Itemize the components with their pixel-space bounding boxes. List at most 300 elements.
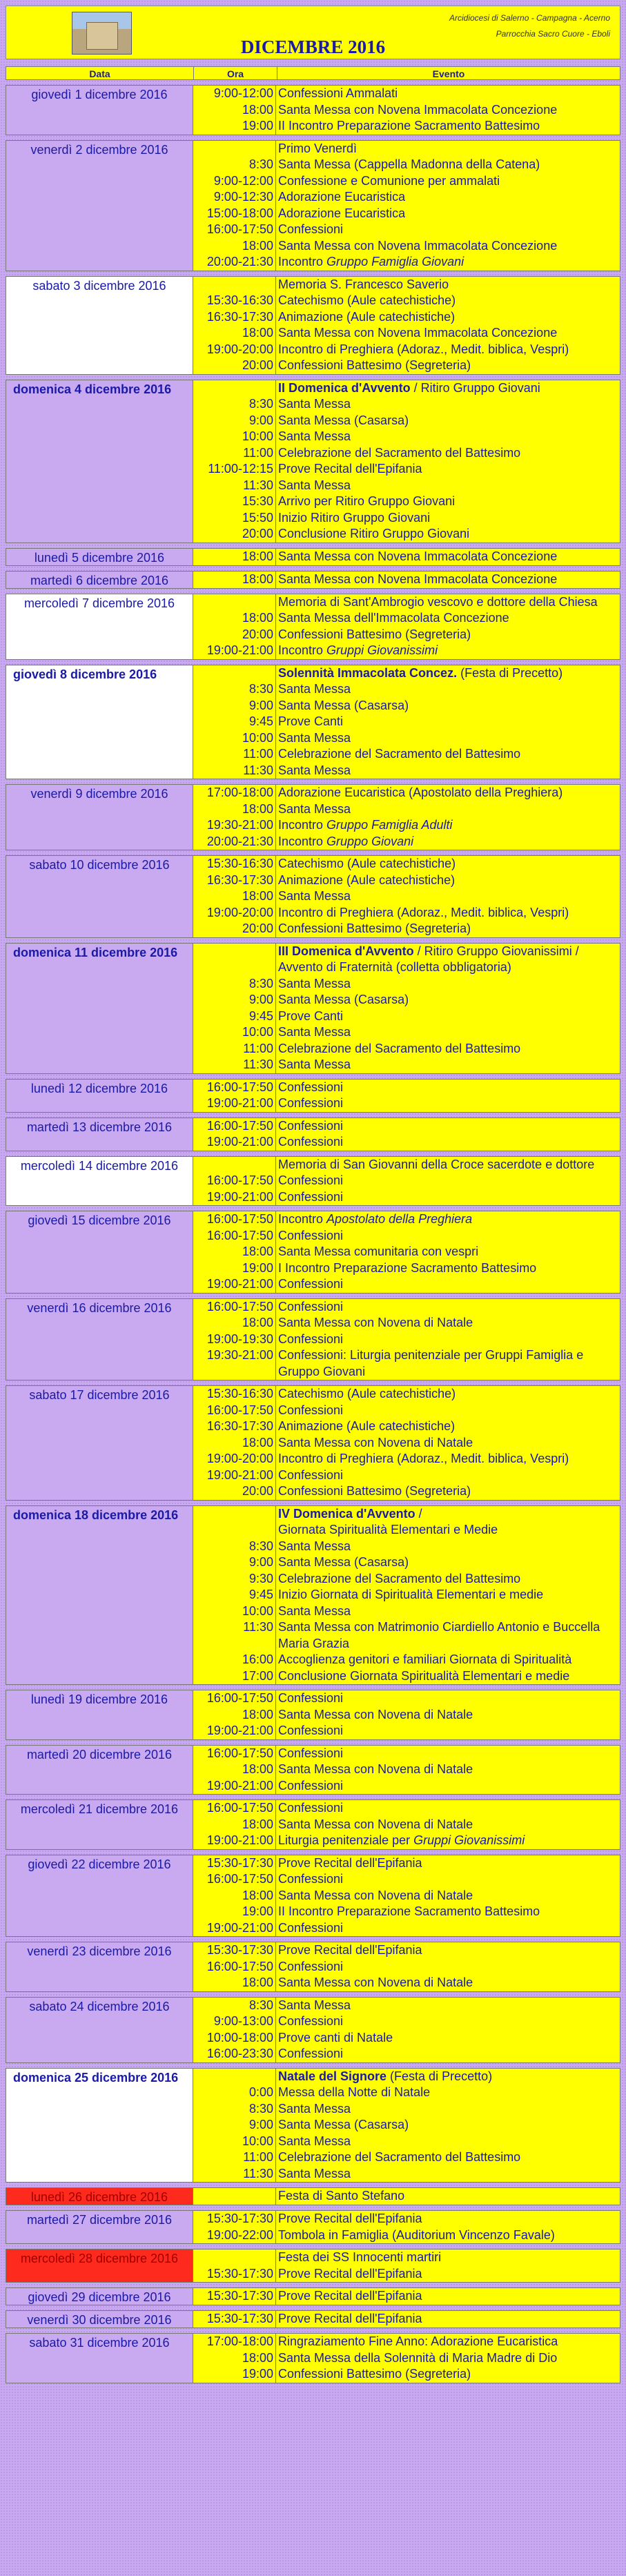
event-cell: Santa Messa (278, 976, 351, 991)
time-cell: 9:45 (248, 1588, 273, 1601)
time-cell: 18:00 (242, 1975, 273, 1989)
day-date: giovedì 8 dicembre 2016 (6, 665, 193, 779)
day-date: lunedì 12 dicembre 2016 (6, 1080, 193, 1112)
event-cell: Tombola in Famiglia (Auditorium Vincenzo Favale) (278, 2227, 555, 2242)
day-events (276, 2250, 620, 2282)
day-date: giovedì 22 dicembre 2016 (6, 1855, 193, 1937)
event-cell: Prove Canti (278, 1008, 344, 1023)
day-block (6, 85, 620, 135)
time-cell: 8:30 (248, 976, 273, 991)
event-cell: Santa Messa con Novena di Natale (278, 1435, 473, 1450)
day-block (6, 594, 620, 660)
time-cell: 19:00-19:30 (206, 1331, 273, 1346)
event-cell: Santa Messa con Novena di Natale (278, 1707, 473, 1721)
day-block (6, 1942, 620, 1992)
day-events (276, 1855, 620, 1937)
day-date: sabato 31 dicembre 2016 (6, 2334, 193, 2383)
time-cell: 16:00 (242, 1652, 273, 1666)
time-cell: 9:45 (248, 714, 273, 728)
time-cell: 18:00 (242, 889, 273, 903)
event-cell: Confessioni Battesimo (Segreteria) (278, 921, 471, 935)
event-cell: Confessioni (278, 1872, 344, 1886)
event-cell: Santa Messa con Novena Immacolata Concezione (278, 102, 558, 117)
event-cell: Santa Messa dell'Immacolata Concezione (278, 611, 509, 625)
day-date: lunedì 26 dicembre 2016 (6, 2188, 193, 2205)
column-header-time: Ora (194, 67, 277, 79)
day-date: martedì 27 dicembre 2016 (6, 2211, 193, 2243)
event-cell: Confessioni (278, 1096, 344, 1110)
day-times (193, 1746, 276, 1795)
event-cell: Santa Messa (278, 1998, 351, 2012)
time-cell: 19:00 (242, 1904, 273, 1918)
event-cell: Confessioni (278, 1228, 344, 1242)
day-title-rest: (Festa di Precetto) (457, 665, 563, 680)
day-date: mercoledì 21 dicembre 2016 (6, 1800, 193, 1849)
event-cell: Confessioni Battesimo (Segreteria) (278, 1484, 471, 1498)
event-cell: Santa Messa (278, 2166, 351, 2180)
day-events (276, 665, 620, 779)
day-date: lunedì 5 dicembre 2016 (6, 549, 193, 565)
time-cell: 8:30 (248, 157, 273, 171)
day-events (276, 1800, 620, 1849)
day-date: mercoledì 28 dicembre 2016 (6, 2250, 193, 2282)
day-block (6, 276, 620, 375)
day-block (6, 1079, 620, 1113)
day-title-rest: / Ritiro Gruppo Giovanissimi / Avvento di Fraternità (colletta obbligatoria) (278, 944, 579, 974)
time-cell: 17:00-18:00 (206, 2334, 273, 2348)
day-date: mercoledì 14 dicembre 2016 (6, 1157, 193, 1206)
day-events (276, 141, 620, 271)
event-cell: Santa Messa con Novena di Natale (278, 1975, 473, 1989)
event-cell: Santa Messa con Novena Immacolata Concezione (278, 326, 558, 340)
event-cell: Catechismo (Aule catechistiche) (278, 1387, 456, 1401)
event-cell: Incontro di Preghiera (Adoraz., Medit. biblica, Vespri) (278, 905, 569, 919)
day-block (6, 2068, 620, 2183)
day-date: venerdì 9 dicembre 2016 (6, 785, 193, 850)
time-cell (193, 1522, 273, 1539)
day-events (276, 2211, 620, 2243)
time-cell: 16:00-17:50 (206, 1691, 273, 1705)
event-cell: I Incontro Preparazione Sacramento Battesimo (278, 1260, 537, 1275)
day-events (276, 380, 620, 543)
day-block (6, 665, 620, 780)
event-cell: Messa della Notte di Natale (278, 2085, 431, 2099)
event-cell: Prove Recital dell'Epifania (278, 2312, 422, 2325)
table-header (6, 66, 620, 80)
time-cell (193, 665, 273, 682)
time-cell: 16:00-17:50 (206, 1801, 273, 1815)
event-cell: Animazione (Aule catechistiche) (278, 872, 456, 887)
time-cell: 11:00-12:15 (208, 462, 273, 476)
day-title (278, 2069, 620, 2085)
time-cell: 15:30-17:30 (206, 1943, 273, 1957)
day-date: giovedì 15 dicembre 2016 (6, 1211, 193, 1293)
time-cell: 19:00-21:00 (206, 1467, 273, 1482)
event-italic-part: Gruppo Famiglia Adulti (326, 818, 453, 832)
time-cell (193, 1506, 273, 1523)
day-events (276, 1690, 620, 1739)
day-events (276, 86, 620, 135)
time-cell: 15:30-16:30 (206, 1387, 273, 1401)
event-cell: Confessioni (278, 222, 344, 236)
time-cell: 11:30 (243, 1620, 273, 1634)
day-events (276, 572, 620, 588)
day-events (276, 1386, 620, 1500)
day-block (6, 1505, 620, 1686)
time-cell: 9:00-12:00 (213, 86, 273, 100)
day-events (276, 2311, 620, 2328)
event-cell: Prove Recital dell'Epifania (278, 1943, 422, 1957)
column-header-event: Evento (432, 68, 465, 79)
day-times (193, 665, 276, 779)
event-cell: Incontro Gruppi Giovanissimi (278, 643, 438, 657)
time-cell: 15:30-17:30 (206, 2212, 273, 2225)
day-block (6, 2287, 620, 2305)
time-cell: 11:30 (243, 2166, 273, 2180)
day-block (6, 1298, 620, 1381)
time-cell: 18:00 (242, 238, 273, 253)
month-title: DICEMBRE 2016 (240, 37, 386, 57)
day-block (6, 1799, 620, 1850)
time-cell: 19:00-21:00 (206, 1135, 273, 1149)
time-cell: 20:00 (242, 358, 273, 372)
day-events (276, 1506, 620, 1685)
time-cell: 16:00-17:50 (206, 1173, 273, 1187)
time-cell: 18:00 (242, 326, 273, 340)
event-cell: Celebrazione del Sacramento del Battesimo (278, 445, 521, 460)
day-block (6, 1118, 620, 1151)
day-date: venerdì 16 dicembre 2016 (6, 1299, 193, 1380)
day-date: martedì 13 dicembre 2016 (6, 1118, 193, 1151)
time-cell: 19:00 (242, 119, 273, 133)
event-italic-part: Gruppo Famiglia Giovani (326, 255, 464, 269)
time-cell: 18:00 (242, 1316, 273, 1329)
time-cell: 10:00 (242, 1025, 273, 1039)
time-cell (193, 380, 273, 397)
event-cell: Santa Messa con Novena di Natale (278, 1316, 473, 1329)
time-cell: 19:00-21:00 (206, 1778, 273, 1793)
time-cell: 9:30 (248, 1571, 273, 1585)
time-cell: 0:00 (248, 2085, 273, 2099)
event-cell: Animazione (Aule catechistiche) (278, 1419, 456, 1433)
day-title (278, 380, 620, 397)
event-cell: Santa Messa con Novena di Natale (278, 1762, 473, 1776)
event-cell: Celebrazione del Sacramento del Battesimo (278, 2150, 521, 2164)
time-cell: 10:00 (242, 429, 273, 443)
time-cell: 16:00-17:50 (206, 1403, 273, 1417)
day-date: sabato 3 dicembre 2016 (6, 277, 193, 374)
event-cell: Confessioni (278, 1746, 344, 1760)
day-date: giovedì 1 dicembre 2016 (6, 86, 193, 135)
day-block (6, 548, 620, 566)
event-italic-part: Gruppi Giovanissimi (326, 643, 438, 657)
time-cell: 20:00-21:30 (206, 255, 273, 269)
day-date: domenica 4 dicembre 2016 (6, 380, 193, 543)
time-cell: 15:30-17:30 (206, 2289, 273, 2303)
calendar-page (6, 0, 620, 2383)
day-times (193, 1080, 276, 1112)
day-times (193, 1386, 276, 1500)
event-cell: Santa Messa (Casarsa) (278, 698, 409, 712)
day-times (193, 944, 276, 1073)
day-block (6, 2187, 620, 2205)
day-times (193, 1299, 276, 1380)
time-cell (193, 141, 273, 157)
time-cell: 18:00 (242, 1762, 273, 1776)
time-cell (193, 2250, 273, 2266)
time-cell: 19:00-21:00 (206, 1096, 273, 1110)
day-times (193, 86, 276, 135)
column-header-date: Data (6, 67, 194, 79)
time-cell (193, 594, 273, 611)
day-events (276, 1746, 620, 1795)
event-cell: Santa Messa (278, 1539, 351, 1553)
event-cell: Santa Messa (278, 2101, 351, 2116)
time-cell: 16:30-17:30 (206, 1419, 273, 1433)
time-cell: 19:00-21:00 (206, 643, 273, 657)
time-cell: 9:00 (248, 993, 273, 1006)
time-cell: 15:50 (242, 510, 273, 525)
event-cell: Liturgia penitenziale per Gruppi Giovanissimi (278, 1833, 525, 1847)
time-cell: 16:00-17:50 (206, 1959, 273, 1973)
event-cell: Confessioni (278, 2047, 344, 2060)
event-cell: Festa dei SS Innocenti martiri (278, 2250, 442, 2264)
time-cell: 18:00 (242, 1435, 273, 1450)
day-events (276, 1998, 620, 2062)
time-cell: 19:00-20:00 (206, 1452, 273, 1465)
event-cell: Catechismo (Aule catechistiche) (278, 857, 456, 870)
day-title (278, 1506, 620, 1523)
event-cell: Santa Messa con Novena di Natale (278, 1888, 473, 1902)
event-cell: Incontro Apostolato della Preghiera (278, 1212, 473, 1226)
day-date: venerdì 2 dicembre 2016 (6, 141, 193, 271)
day-times (193, 1157, 276, 1206)
day-times (193, 2311, 276, 2328)
event-cell: Santa Messa (278, 889, 351, 903)
time-cell: 19:00-20:00 (206, 905, 273, 919)
event-cell: Incontro Gruppo Giovani (278, 834, 414, 848)
day-times (193, 2334, 276, 2383)
time-cell: 8:30 (248, 2101, 273, 2116)
time-cell: 16:00-17:50 (206, 222, 273, 236)
day-title-rest: (Festa di Precetto) (387, 2069, 493, 2083)
day-block (6, 855, 620, 938)
day-events (276, 1211, 620, 1293)
event-cell: Memoria di Sant'Ambrogio vescovo e dottore della Chiesa (278, 594, 598, 609)
time-cell: 19:00 (242, 1260, 273, 1275)
time-cell: 11:00 (243, 2150, 273, 2164)
day-date: sabato 17 dicembre 2016 (6, 1386, 193, 1500)
time-cell: 16:30-17:30 (206, 309, 273, 324)
event-cell: Confessioni (278, 1135, 344, 1149)
time-cell: 18:00 (242, 1888, 273, 1902)
event-cell: Memoria di San Giovanni della Croce sacerdote e dottore (278, 1157, 595, 1171)
day-times (193, 1506, 276, 1685)
event-cell: Santa Messa con Matrimonio Ciardiello Antonio e Buccella Maria Grazia (278, 1620, 600, 1650)
day-times (193, 2288, 276, 2305)
day-date: domenica 25 dicembre 2016 (6, 2069, 193, 2183)
event-cell: Confessioni (278, 1331, 344, 1346)
time-cell: 18:00 (242, 801, 273, 816)
event-cell: Confessioni (278, 1299, 344, 1314)
day-title-bold: II Domenica d'Avvento (278, 380, 411, 395)
day-block (6, 2333, 620, 2383)
day-block (6, 1745, 620, 1795)
time-cell: 11:30 (243, 478, 273, 492)
time-cell: 18:00 (242, 611, 273, 625)
day-times (193, 277, 276, 374)
event-cell: Confessioni (278, 1189, 344, 1204)
event-cell: Confessioni Battesimo (Segreteria) (278, 358, 471, 372)
day-events (276, 277, 620, 374)
day-events (276, 2288, 620, 2305)
event-cell: II Incontro Preparazione Sacramento Battesimo (278, 119, 540, 133)
day-title-rest: / Ritiro Gruppo Giovani (410, 380, 540, 395)
day-date: giovedì 29 dicembre 2016 (6, 2288, 193, 2305)
day-date: domenica 11 dicembre 2016 (6, 944, 193, 1073)
day-title-bold: III Domenica d'Avvento (278, 944, 414, 958)
time-cell: 15:00-18:00 (206, 206, 273, 220)
time-cell: 9:45 (248, 1008, 273, 1023)
event-cell: Primo Venerdì (278, 141, 358, 155)
day-events (276, 2188, 620, 2205)
time-cell: 19:00-22:00 (206, 2227, 273, 2242)
day-times (193, 785, 276, 850)
day-times (193, 1211, 276, 1293)
day-events (276, 2334, 620, 2383)
day-date: venerdì 30 dicembre 2016 (6, 2311, 193, 2328)
event-cell: Confessioni (278, 1467, 344, 1482)
time-cell: 20:00 (242, 527, 273, 540)
day-times (193, 856, 276, 937)
time-cell (193, 2069, 273, 2085)
time-cell: 17:00 (242, 1668, 273, 1683)
event-cell: Confessioni (278, 1277, 344, 1291)
time-cell: 15:30-16:30 (206, 857, 273, 870)
event-cell: Santa Messa (278, 730, 351, 745)
event-cell: Conclusione Giornata Spiritualità Elementari e medie (278, 1668, 570, 1683)
event-cell: Santa Messa (Casarsa) (278, 1555, 409, 1569)
event-cell: Confessioni (278, 1691, 344, 1705)
event-cell: Santa Messa (Cappella Madonna della Catena) (278, 157, 540, 171)
time-cell: 18:00 (242, 102, 273, 117)
time-cell: 20:00 (242, 1484, 273, 1498)
day-times (193, 2250, 276, 2282)
time-cell: 10:00 (242, 1603, 273, 1618)
day-title-bold: Natale del Signore (278, 2069, 387, 2083)
event-cell: Santa Messa (Casarsa) (278, 993, 409, 1006)
day-events (276, 594, 620, 659)
time-cell (193, 944, 273, 976)
event-cell: Accoglienza genitori e familiari Giornata di Spiritualità (278, 1652, 572, 1666)
day-date: lunedì 19 dicembre 2016 (6, 1690, 193, 1739)
day-events (276, 1942, 620, 1991)
event-cell: Festa di Santo Stefano (278, 2189, 405, 2203)
event-cell: Incontro Gruppo Famiglia Giovani (278, 255, 464, 269)
day-title-bold: IV Domenica d'Avvento (278, 1506, 415, 1521)
event-cell: Prove Recital dell'Epifania (278, 2266, 422, 2281)
time-cell: 19:00-21:00 (206, 1833, 273, 1847)
time-cell: 16:00-17:50 (206, 1746, 273, 1760)
event-cell: Incontro Gruppo Famiglia Adulti (278, 818, 453, 832)
day-date: domenica 18 dicembre 2016 (6, 1506, 193, 1685)
event-cell: Santa Messa (Casarsa) (278, 2118, 409, 2131)
day-times (193, 549, 276, 565)
day-title-rest: / (415, 1506, 422, 1521)
day-times (193, 1800, 276, 1849)
day-times (193, 1855, 276, 1937)
day-block (6, 571, 620, 589)
event-cell: Adorazione Eucaristica (Apostolato della Preghiera) (278, 786, 563, 799)
event-cell: Incontro di Preghiera (Adoraz., Medit. biblica, Vespri) (278, 342, 569, 356)
time-cell: 10:00 (242, 730, 273, 745)
event-cell: Santa Messa comunitaria con vespri (278, 1245, 479, 1258)
day-times (193, 1690, 276, 1739)
time-cell: 11:00 (243, 1041, 273, 1055)
time-cell: 10:00 (242, 2134, 273, 2148)
day-times (193, 141, 276, 271)
event-italic-part: Apostolato della Preghiera (326, 1212, 473, 1226)
time-cell: 11:30 (243, 763, 273, 777)
time-cell: 20:00-21:30 (206, 834, 273, 848)
time-cell: 16:00-23:30 (206, 2047, 273, 2060)
time-cell: 18:00 (242, 549, 273, 563)
event-cell: Celebrazione del Sacramento del Battesimo (278, 1041, 521, 1055)
time-cell: 18:00 (242, 1707, 273, 1721)
time-cell: 18:00 (242, 1817, 273, 1831)
day-times (193, 572, 276, 588)
event-cell: Santa Messa (278, 1603, 351, 1618)
time-cell: 9:00 (248, 413, 273, 427)
day-title (278, 665, 620, 682)
event-cell: Santa Messa (278, 1025, 351, 1039)
time-cell: 19:00-21:00 (206, 1724, 273, 1737)
time-cell: 11:00 (243, 445, 273, 460)
time-cell: 8:30 (248, 397, 273, 411)
time-cell: 19:30-21:00 (206, 818, 273, 832)
event-cell: Santa Messa (278, 801, 351, 816)
time-cell: 9:00-12:00 (213, 173, 273, 188)
event-cell: Santa Messa con Novena di Natale (278, 1817, 473, 1831)
day-events (276, 856, 620, 937)
day-date: sabato 10 dicembre 2016 (6, 856, 193, 937)
time-cell: 10:00-18:00 (206, 2030, 273, 2045)
day-block (6, 1385, 620, 1501)
day-times (193, 2188, 276, 2205)
event-cell: Santa Messa con Novena Immacolata Concezione (278, 549, 558, 563)
event-cell: Confessioni: Liturgia penitenziale per Gruppi Famiglia e Gruppo Giovani (278, 1348, 584, 1378)
day-block (6, 2310, 620, 2328)
day-events (276, 1157, 620, 1206)
event-cell: Adorazione Eucaristica (278, 190, 406, 204)
time-cell: 17:00-18:00 (206, 786, 273, 799)
time-cell: 8:30 (248, 1539, 273, 1553)
time-cell: 11:00 (243, 747, 273, 761)
day-block (6, 1855, 620, 1938)
time-cell: 8:30 (248, 682, 273, 696)
event-cell: Giornata Spiritualità Elementari e Medie (278, 1523, 498, 1536)
event-cell: Inizio Giornata di Spiritualità Elementari e medie (278, 1588, 544, 1601)
day-date: sabato 24 dicembre 2016 (6, 1998, 193, 2062)
time-cell: 19:00 (242, 2367, 273, 2381)
day-events (276, 944, 620, 1073)
time-cell: 9:00 (248, 1555, 273, 1569)
event-cell: Confessioni (278, 1724, 344, 1737)
event-cell: Animazione (Aule catechistiche) (278, 309, 456, 324)
event-cell: Prove Recital dell'Epifania (278, 1855, 422, 1870)
time-cell: 20:00 (242, 921, 273, 935)
event-cell: Santa Messa (278, 682, 351, 696)
